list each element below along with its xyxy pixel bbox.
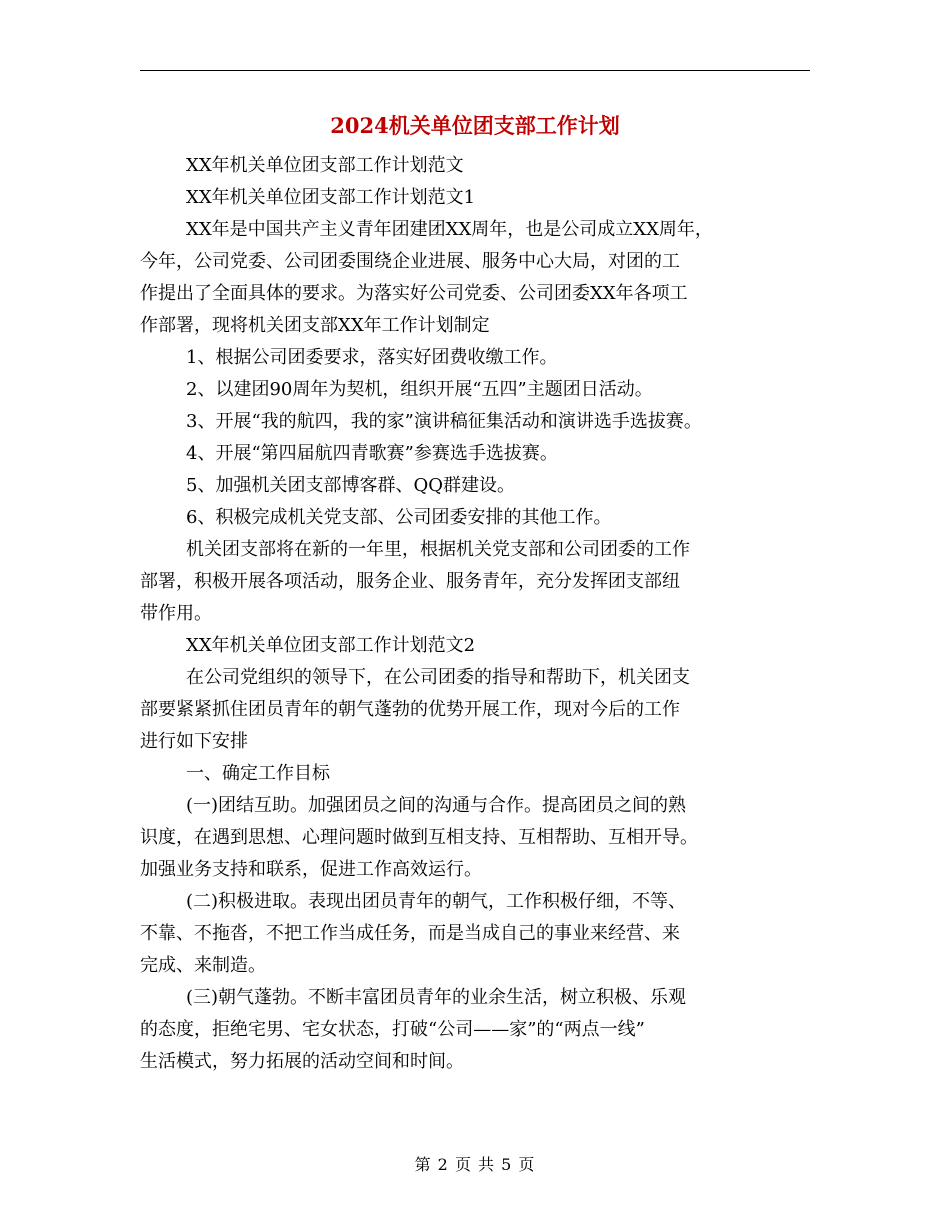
header-rule bbox=[140, 70, 810, 71]
text-line: 不靠、不拖沓，不把工作当成任务，而是当成自己的事业来经营、来 bbox=[140, 923, 680, 944]
list-item: 5、加强机关团支部博客群、QQ群建设。 bbox=[186, 475, 515, 496]
text-line: XX年机关单位团支部工作计划范文1 bbox=[186, 187, 476, 208]
text-line: (三)朝气蓬勃。不断丰富团员青年的业余生活，树立积极、乐观 bbox=[186, 987, 687, 1008]
section-heading: 一、确定工作目标 bbox=[186, 763, 330, 784]
list-item: 6、积极完成机关党支部、公司团委安排的其他工作。 bbox=[186, 507, 612, 528]
text-line: (二)积极进取。表现出团员青年的朝气，工作积极仔细，不等、 bbox=[186, 891, 687, 912]
text-line: 加强业务支持和联系，促进工作高效运行。 bbox=[140, 859, 482, 880]
list-item: 1、根据公司团委要求，落实好团费收缴工作。 bbox=[186, 347, 558, 368]
text-line: 作部署，现将机关团支部XX年工作计划制定 bbox=[140, 315, 490, 336]
page-number-footer: 第 2 页 共 5 页 bbox=[414, 1155, 536, 1174]
text-line: 的态度，拒绝宅男、宅女状态，打破“公司——家”的“两点一线” bbox=[140, 1019, 645, 1040]
text-line: 部署，积极开展各项活动，服务企业、服务青年，充分发挥团支部纽 bbox=[140, 571, 680, 592]
text-line: 部要紧紧抓住团员青年的朝气蓬勃的优势开展工作，现对今后的工作 bbox=[140, 699, 680, 720]
text-line: (一)团结互助。加强团员之间的沟通与合作。提高团员之间的熟 bbox=[186, 795, 687, 816]
text-line: 作提出了全面具体的要求。为落实好公司党委、公司团委XX年各项工 bbox=[140, 283, 688, 304]
text-line: 在公司党组织的领导下，在公司团委的指导和帮助下，机关团支 bbox=[186, 667, 690, 688]
text-line: XX年是中国共产主义青年团建团XX周年，也是公司成立XX周年， bbox=[186, 219, 713, 240]
text-line: 机关团支部将在新的一年里，根据机关党支部和公司团委的工作 bbox=[186, 539, 690, 560]
list-item: 4、开展“第四届航四青歌赛”参赛选手选拔赛。 bbox=[186, 443, 558, 464]
document-body bbox=[140, 150, 815, 1078]
text-line: 完成、来制造。 bbox=[140, 955, 266, 976]
text-line: 识度，在遇到思想、心理问题时做到互相支持、互相帮助、互相开导。 bbox=[140, 827, 698, 848]
text-line: 带作用。 bbox=[140, 603, 212, 624]
text-line: XX年机关单位团支部工作计划范文 bbox=[186, 155, 464, 176]
text-line: 生活模式，努力拓展的活动空间和时间。 bbox=[140, 1051, 464, 1072]
text-line: 进行如下安排 bbox=[140, 731, 248, 752]
document-title: 2024机关单位团支部工作计划 bbox=[330, 113, 620, 138]
list-item: 3、开展“我的航四，我的家”演讲稿征集活动和演讲选手选拔赛。 bbox=[186, 411, 702, 432]
section-heading: XX年机关单位团支部工作计划范文2 bbox=[186, 635, 476, 656]
list-item: 2、以建团90周年为契机，组织开展“五四”主题团日活动。 bbox=[186, 379, 653, 400]
text-line: 今年，公司党委、公司团委围绕企业进展、服务中心大局，对团的工 bbox=[140, 251, 680, 272]
